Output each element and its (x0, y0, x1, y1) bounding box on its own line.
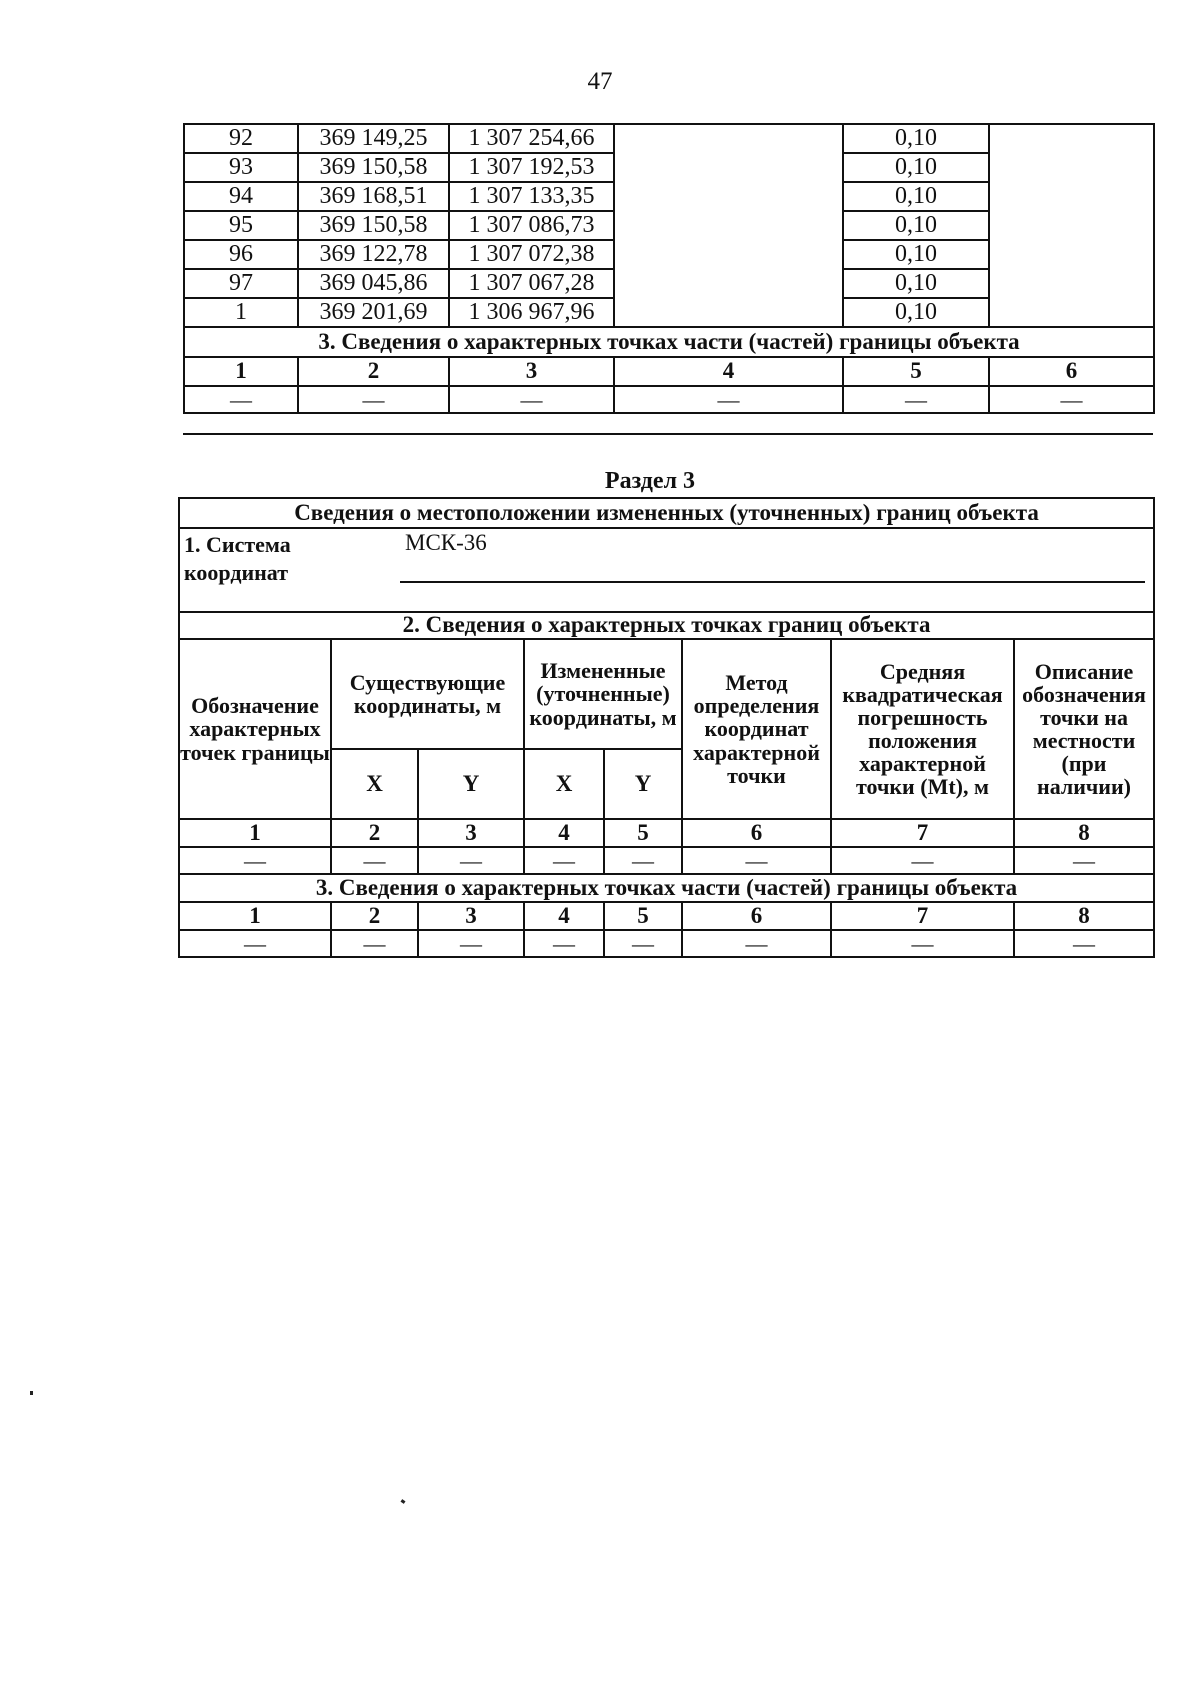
point-number: 97 (184, 269, 298, 298)
header-x: X (331, 749, 418, 819)
col-number: 4 (524, 819, 604, 847)
section-title: Раздел 3 (604, 468, 696, 494)
point-number: 96 (184, 240, 298, 269)
column-numbers-row (184, 357, 1154, 386)
dash-cell: — (449, 386, 614, 413)
col-number: 2 (331, 819, 418, 847)
dash-cell: — (418, 847, 524, 874)
coord-x: 369 168,51 (298, 182, 449, 211)
boundary-points-table (178, 497, 1155, 958)
description-cell (989, 124, 1154, 327)
empty-row (179, 930, 1154, 957)
col-number: 4 (524, 902, 604, 930)
scan-speck (30, 1391, 33, 1395)
mt-value: 0,10 (843, 298, 989, 327)
page-number: 47 (587, 68, 613, 95)
col-number: 8 (1014, 902, 1154, 930)
dash-cell: — (179, 847, 331, 874)
dash-cell: — (843, 386, 989, 413)
coord-y: 1 307 086,73 (449, 211, 614, 240)
dash-cell: — (298, 386, 449, 413)
dash-cell: — (682, 847, 831, 874)
header-mt: Средняя квадратическая погрешность положения характерной точки (Mt), м (831, 639, 1014, 819)
dash-cell: — (614, 386, 843, 413)
coord-y: 1 307 192,53 (449, 153, 614, 182)
mt-value: 0,10 (843, 182, 989, 211)
table-row (184, 124, 1154, 153)
coord-x: 369 150,58 (298, 153, 449, 182)
dash-cell: — (1014, 847, 1154, 874)
header-x: X (524, 749, 604, 819)
mt-value: 0,10 (843, 124, 989, 153)
col-number: 4 (614, 357, 843, 386)
dash-cell: — (184, 386, 298, 413)
header-y: Y (604, 749, 682, 819)
coord-y: 1 307 072,38 (449, 240, 614, 269)
coord-y: 1 307 067,28 (449, 269, 614, 298)
coord-x: 369 201,69 (298, 298, 449, 327)
header-y: Y (418, 749, 524, 819)
dash-cell: — (524, 847, 604, 874)
col-number: 6 (682, 819, 831, 847)
coord-x: 369 149,25 (298, 124, 449, 153)
header-point-designation: Обозначение характерных точек границы (179, 639, 331, 819)
col-number: 5 (604, 902, 682, 930)
column-numbers-row (179, 902, 1154, 930)
col-number: 5 (843, 357, 989, 386)
dash-cell: — (604, 847, 682, 874)
point-number: 1 (184, 298, 298, 327)
dash-cell: — (604, 930, 682, 957)
method-cell (614, 124, 843, 327)
mt-value: 0,10 (843, 269, 989, 298)
dash-cell: — (989, 386, 1154, 413)
header-description: Описание обозначения точки на местности (при наличии) (1014, 639, 1154, 819)
col-number: 6 (989, 357, 1154, 386)
col-number: 3 (418, 819, 524, 847)
mt-value: 0,10 (843, 211, 989, 240)
underline (400, 581, 1145, 583)
coord-x: 369 150,58 (298, 211, 449, 240)
coord-system-value: МСК-36 (405, 530, 487, 555)
header-row (179, 639, 1154, 749)
col-number: 3 (418, 902, 524, 930)
section3-title: 3. Сведения о характерных точках части (частей) границы объекта (179, 874, 1154, 902)
coordinates-table-continuation (183, 123, 1155, 414)
point-number: 93 (184, 153, 298, 182)
column-numbers-row (179, 819, 1154, 847)
point-number: 95 (184, 211, 298, 240)
dash-cell: — (179, 930, 331, 957)
point-number: 94 (184, 182, 298, 211)
dash-cell: — (418, 930, 524, 957)
coord-system-label: 1. Система координат (184, 532, 291, 585)
empty-row (179, 847, 1154, 874)
point-number: 92 (184, 124, 298, 153)
dash-cell: — (524, 930, 604, 957)
dash-cell: — (331, 847, 418, 874)
coord-y: 1 307 133,35 (449, 182, 614, 211)
mt-value: 0,10 (843, 240, 989, 269)
section2-title: 2. Сведения о характерных точках границ объекта (179, 612, 1154, 639)
coord-system-row (179, 528, 1154, 612)
coord-x: 369 045,86 (298, 269, 449, 298)
col-number: 3 (449, 357, 614, 386)
empty-row (184, 386, 1154, 413)
table-title: Сведения о местоположении измененных (уточненных) границ объекта (179, 498, 1154, 528)
coord-y: 1 307 254,66 (449, 124, 614, 153)
dash-cell: — (1014, 930, 1154, 957)
coord-x: 369 122,78 (298, 240, 449, 269)
col-number: 5 (604, 819, 682, 847)
col-number: 2 (298, 357, 449, 386)
coord-y: 1 306 967,96 (449, 298, 614, 327)
dash-cell: — (331, 930, 418, 957)
col-number: 1 (179, 819, 331, 847)
scan-speck (401, 1499, 406, 1504)
col-number: 1 (184, 357, 298, 386)
mt-value: 0,10 (843, 153, 989, 182)
col-number: 2 (331, 902, 418, 930)
section3-title: 3. Сведения о характерных точках части (частей) границы объекта (184, 327, 1154, 357)
col-number: 7 (831, 902, 1014, 930)
col-number: 8 (1014, 819, 1154, 847)
header-changed-coords: Измененные (уточненные) координаты, м (524, 639, 682, 749)
dash-cell: — (682, 930, 831, 957)
dash-cell: — (831, 847, 1014, 874)
dash-cell: — (831, 930, 1014, 957)
header-method: Метод определения координат характерной точки (682, 639, 831, 819)
col-number: 6 (682, 902, 831, 930)
col-number: 7 (831, 819, 1014, 847)
header-existing-coords: Существующие координаты, м (331, 639, 524, 749)
col-number: 1 (179, 902, 331, 930)
table-bottom-rule (183, 433, 1153, 435)
